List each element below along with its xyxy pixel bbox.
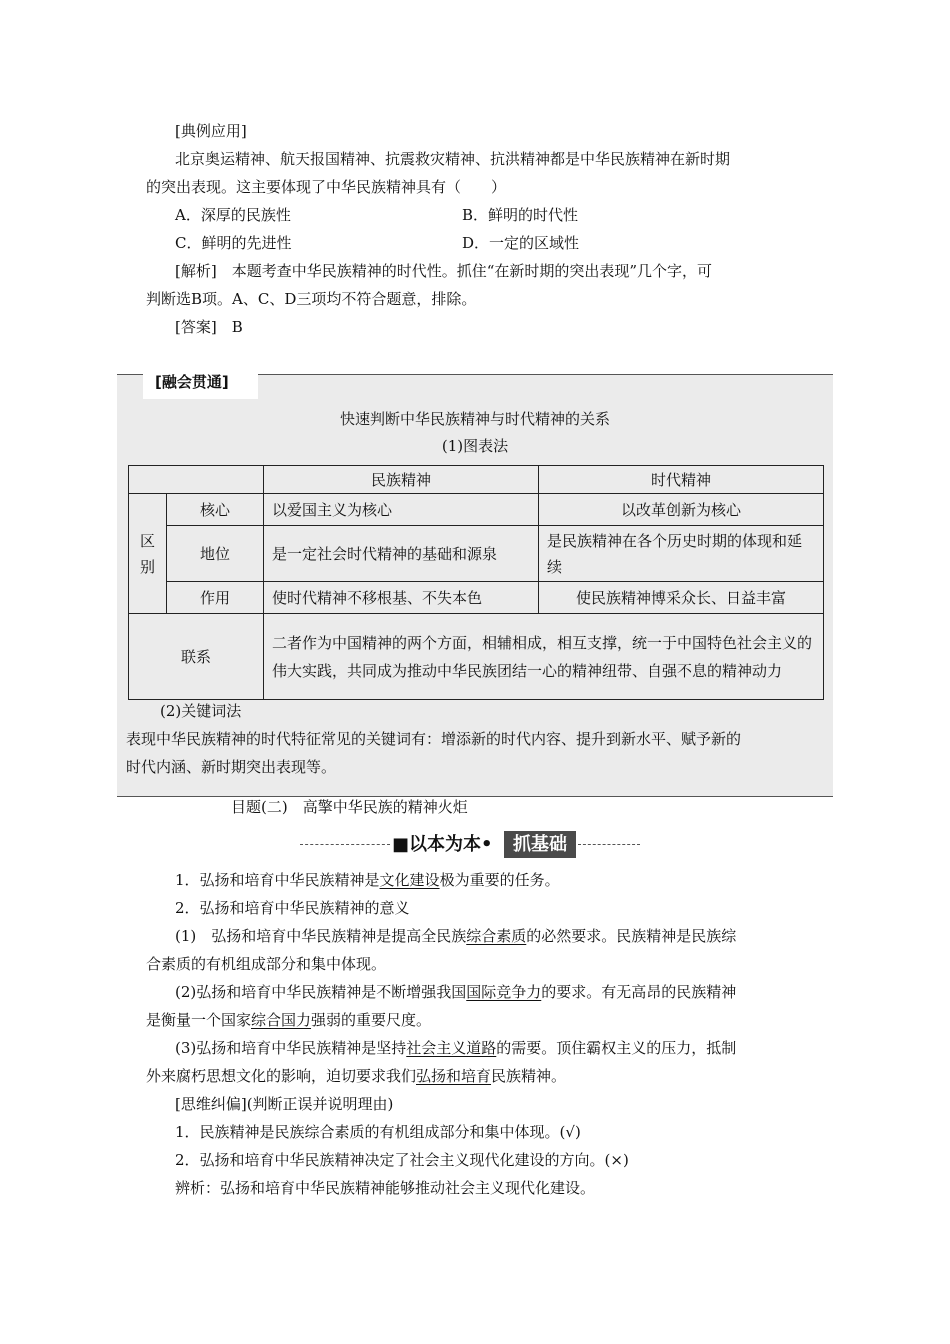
point-5-post: 的需要。顶住霸权主义的压力，抵制 (496, 1039, 737, 1057)
point-4-line-1 (175, 981, 835, 1003)
analysis-line-2: 判断选B项。A、C、D三项均不符合题意，排除。 (146, 290, 477, 308)
point-5-keyword: 社会主义道路 (406, 1039, 497, 1057)
example-heading: [典例应用] (175, 122, 247, 140)
point-4-pre: (2)弘扬和培育中华民族精神是不断增强我国 (175, 983, 467, 1001)
point-5-l2-keyword: 弘扬和培育 (416, 1067, 492, 1085)
point-4-keyword: 国际竞争力 (466, 983, 542, 1001)
thinking-item-1: 1．民族精神是民族综合素质的有机组成部分和集中体现。(√) (175, 1123, 581, 1141)
point-3-line-1 (175, 925, 835, 947)
row-label-core: 核心 (167, 494, 264, 526)
header-era-spirit: 时代精神 (539, 466, 824, 494)
box-title: 快速判断中华民族精神与时代精神的关系 (339, 410, 610, 428)
point-4-l2-pre: 是衡量一个国家 (146, 1011, 252, 1029)
point-5-pre: (3)弘扬和培育中华民族精神是坚持 (175, 1039, 407, 1057)
role-era: 使民族精神博采众长、日益丰富 (539, 582, 824, 614)
point-1-post: 极为重要的任务。 (439, 871, 560, 889)
point-1-pre: 1．弘扬和培育中华民族精神是 (175, 871, 380, 889)
point-4-line-2 (146, 1009, 806, 1031)
point-5-l2-pre: 外来腐朽思想文化的影响，迫切要求我们 (146, 1067, 417, 1085)
core-era: 以改革创新为核心 (539, 494, 824, 526)
section-heading: 目题(二) 高擎中华民族的精神火炬 (231, 798, 468, 816)
method-1-heading: (1)图表法 (441, 437, 509, 455)
option-b: B．鲜明的时代性 (462, 206, 579, 224)
header-national-spirit: 民族精神 (264, 466, 539, 494)
method-2-heading: (2)关键词法 (160, 702, 242, 720)
point-5-line-1 (175, 1037, 835, 1059)
method-2-line-2: 时代内涵、新时期突出表现等。 (126, 758, 337, 776)
box-tag: [融会贯通] (143, 365, 258, 399)
banner-dash-right (578, 844, 640, 845)
table-corner-cell (129, 466, 264, 494)
thinking-note: 辨析：弘扬和培育中华民族精神能够推动社会主义现代化建设。 (175, 1179, 596, 1197)
row-label-status: 地位 (167, 526, 264, 582)
point-3-pre: (1) 弘扬和培育中华民族精神是提高全民族 (175, 927, 467, 945)
section-banner (300, 830, 640, 860)
thinking-heading: [思维纠偏](判断正误并说明理由) (175, 1095, 394, 1113)
point-1 (175, 869, 835, 891)
method-2-line-1: 表现中华民族精神的时代特征常见的关键词有：增添新的时代内容、提升到新水平、赋予新的 (126, 730, 742, 748)
point-5-l2-post: 民族精神。 (491, 1067, 567, 1085)
banner-dash-left (300, 844, 390, 845)
analysis-line-1: [解析] 本题考查中华民族精神的时代性。抓住“在新时期的突出表现”几个字，可 (175, 262, 713, 280)
question-line-1: 北京奥运精神、航天报国精神、抗震救灾精神、抗洪精神都是中华民族精神在新时期 (175, 150, 731, 168)
diff-group-text: 区别 (139, 531, 155, 576)
relation-table (128, 465, 824, 700)
thinking-item-2: 2．弘扬和培育中华民族精神决定了社会主义现代化建设的方向。(×) (175, 1151, 629, 1169)
status-era: 是民族精神在各个历史时期的体现和延续 (539, 526, 824, 582)
status-national: 是一定社会时代精神的基础和源泉 (264, 526, 539, 582)
option-c: C．鲜明的先进性 (175, 234, 292, 252)
answer-line: [答案] B (175, 318, 243, 336)
option-d: D．一定的区域性 (462, 234, 580, 252)
diff-group-label (129, 494, 167, 614)
point-3-line-2: 合素质的有机组成部分和集中体现。 (146, 955, 387, 973)
point-3-post: 的必然要求。民族精神是民族综 (526, 927, 737, 945)
point-3-keyword: 综合素质 (466, 927, 527, 945)
core-national: 以爱国主义为核心 (264, 494, 539, 526)
point-4-l2-post: 强弱的重要尺度。 (311, 1011, 432, 1029)
banner-highlight: 抓基础 (504, 831, 576, 858)
question-line-2: 的突出表现。这主要体现了中华民族精神具有（ ） (146, 178, 507, 196)
point-1-keyword: 文化建设 (379, 871, 440, 889)
row-label-link: 联系 (129, 614, 264, 700)
role-national: 使时代精神不移根基、不失本色 (264, 582, 539, 614)
banner-main-text: ■以本为本• (392, 834, 493, 855)
point-4-post: 的要求。有无高昂的民族精神 (541, 983, 737, 1001)
link-text: 二者作为中国精神的两个方面，相辅相成，相互支撑，统一于中国特色社会主义的伟大实践，共同成为推动中华民族团结一心的精神纽带、自强不息的精神动力 (264, 614, 824, 700)
point-5-line-2 (146, 1065, 806, 1087)
point-2: 2．弘扬和培育中华民族精神的意义 (175, 899, 410, 917)
option-a: A．深厚的民族性 (175, 206, 291, 224)
point-4-l2-keyword: 综合国力 (251, 1011, 312, 1029)
row-label-role: 作用 (167, 582, 264, 614)
